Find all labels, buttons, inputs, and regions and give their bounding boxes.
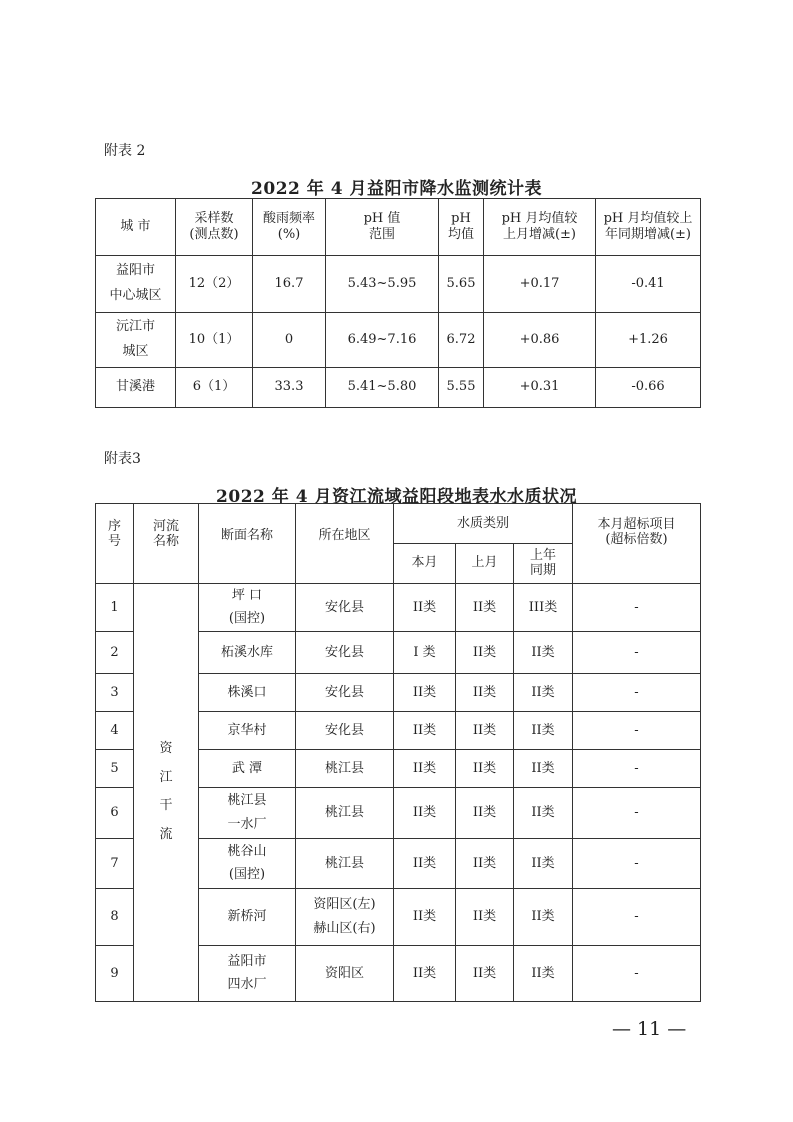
cell-region: 资阳区(左) 赫山区(右) — [296, 888, 394, 945]
cell-no: 4 — [96, 711, 134, 749]
table-cell: 10（1） — [176, 313, 253, 368]
table-row — [96, 368, 701, 408]
header-cell: 酸雨频率 (%) — [253, 199, 326, 256]
table-cell: +1.26 — [596, 313, 701, 368]
table-cell: 益阳市 中心城区 — [96, 256, 176, 313]
table-cell: 0 — [253, 313, 326, 368]
cell-region: 安化县 — [296, 631, 394, 673]
header-cell: pH 月均值较上 年同期增减(±) — [596, 199, 701, 256]
table-cell: 5.65 — [439, 256, 484, 313]
header-cell: pH 均值 — [439, 199, 484, 256]
cell-region: 桃江县 — [296, 787, 394, 838]
cell-this-month: II类 — [394, 888, 456, 945]
cell-no: 8 — [96, 888, 134, 945]
table-cell: 5.41~5.80 — [326, 368, 439, 408]
table-cell: 16.7 — [253, 256, 326, 313]
cell-this-month: II类 — [394, 673, 456, 711]
cell-region: 安化县 — [296, 584, 394, 632]
table-row — [96, 256, 701, 313]
page-number: — 11 — — [612, 1018, 687, 1040]
cell-exceed: - — [573, 945, 701, 1001]
header-cell: 采样数 (测点数) — [176, 199, 253, 256]
cell-exceed: - — [573, 787, 701, 838]
table-cell: +0.31 — [484, 368, 596, 408]
cell-last-month: II类 — [456, 631, 514, 673]
cell-section: 株溪口 — [199, 673, 296, 711]
cell-this-month: II类 — [394, 838, 456, 888]
cell-no: 6 — [96, 787, 134, 838]
cell-no: 5 — [96, 749, 134, 787]
cell-region: 安化县 — [296, 711, 394, 749]
cell-this-month: II类 — [394, 711, 456, 749]
table-cell: +0.86 — [484, 313, 596, 368]
cell-last-month: II类 — [456, 711, 514, 749]
header-cell: 城 市 — [96, 199, 176, 256]
appendix2-title: 2022 年 4 月益阳市降水监测统计表 — [251, 179, 542, 199]
cell-no: 9 — [96, 945, 134, 1001]
cell-last-year: II类 — [514, 749, 573, 787]
cell-no: 7 — [96, 838, 134, 888]
cell-this-month: II类 — [394, 584, 456, 632]
cell-last-month: II类 — [456, 838, 514, 888]
cell-this-month: II类 — [394, 749, 456, 787]
cell-exceed: - — [573, 711, 701, 749]
cell-exceed: - — [573, 673, 701, 711]
header-section: 断面名称 — [199, 504, 296, 584]
cell-this-month: II类 — [394, 787, 456, 838]
header-last-month: 上月 — [456, 544, 514, 584]
table-cell: 12（2） — [176, 256, 253, 313]
appendix3-title: 2022 年 4 月资江流域益阳段地表水水质状况 — [216, 487, 577, 507]
cell-no: 1 — [96, 584, 134, 632]
cell-exceed: - — [573, 584, 701, 632]
header-quality: 水质类别 — [394, 504, 573, 544]
cell-last-year: II类 — [514, 631, 573, 673]
cell-last-year: II类 — [514, 945, 573, 1001]
cell-last-month: II类 — [456, 787, 514, 838]
cell-last-year: II类 — [514, 711, 573, 749]
cell-no: 2 — [96, 631, 134, 673]
cell-no: 3 — [96, 673, 134, 711]
table-cell: 5.55 — [439, 368, 484, 408]
table-cell: 6（1） — [176, 368, 253, 408]
header-region: 所在地区 — [296, 504, 394, 584]
river-name-cell: 资 江 干 流 — [134, 584, 199, 1002]
cell-exceed: - — [573, 838, 701, 888]
cell-section: 坪 口 (国控) — [199, 584, 296, 632]
cell-section: 新桥河 — [199, 888, 296, 945]
cell-last-year: II类 — [514, 673, 573, 711]
header-cell: pH 月均值较 上月增减(±) — [484, 199, 596, 256]
appendix2-label: 附表 2 — [104, 143, 146, 159]
cell-region: 资阳区 — [296, 945, 394, 1001]
table-cell: 6.49~7.16 — [326, 313, 439, 368]
rainfall-table — [95, 198, 701, 408]
cell-this-month: II类 — [394, 945, 456, 1001]
table-header-row — [96, 199, 701, 256]
cell-last-year: II类 — [514, 888, 573, 945]
header-river: 河流 名称 — [134, 504, 199, 584]
table-cell: 33.3 — [253, 368, 326, 408]
cell-last-month: II类 — [456, 584, 514, 632]
cell-exceed: - — [573, 888, 701, 945]
water-quality-table — [95, 503, 701, 1002]
cell-section: 武 潭 — [199, 749, 296, 787]
cell-last-month: II类 — [456, 945, 514, 1001]
table-cell: -0.41 — [596, 256, 701, 313]
header-this-month: 本月 — [394, 544, 456, 584]
cell-exceed: - — [573, 631, 701, 673]
table-header-row — [96, 504, 701, 544]
appendix3-label: 附表3 — [104, 451, 141, 467]
cell-this-month: I 类 — [394, 631, 456, 673]
cell-exceed: - — [573, 749, 701, 787]
table-cell: +0.17 — [484, 256, 596, 313]
cell-section: 京华村 — [199, 711, 296, 749]
cell-section: 桃江县 一水厂 — [199, 787, 296, 838]
cell-last-month: II类 — [456, 673, 514, 711]
cell-region: 桃江县 — [296, 749, 394, 787]
header-last-year: 上年 同期 — [514, 544, 573, 584]
cell-region: 桃江县 — [296, 838, 394, 888]
table-cell: 5.43~5.95 — [326, 256, 439, 313]
table-cell: 甘溪港 — [96, 368, 176, 408]
cell-last-month: II类 — [456, 749, 514, 787]
cell-section: 益阳市 四水厂 — [199, 945, 296, 1001]
cell-last-year: II类 — [514, 787, 573, 838]
header-no: 序 号 — [96, 504, 134, 584]
cell-last-year: III类 — [514, 584, 573, 632]
cell-last-month: II类 — [456, 888, 514, 945]
cell-section: 柘溪水库 — [199, 631, 296, 673]
header-cell: pH 值 范围 — [326, 199, 439, 256]
cell-region: 安化县 — [296, 673, 394, 711]
table-row — [96, 584, 701, 632]
cell-section: 桃谷山 (国控) — [199, 838, 296, 888]
table-cell: 6.72 — [439, 313, 484, 368]
header-exceed: 本月超标项目 (超标倍数) — [573, 504, 701, 584]
table-cell: -0.66 — [596, 368, 701, 408]
cell-last-year: II类 — [514, 838, 573, 888]
table-row — [96, 313, 701, 368]
table-cell: 沅江市 城区 — [96, 313, 176, 368]
